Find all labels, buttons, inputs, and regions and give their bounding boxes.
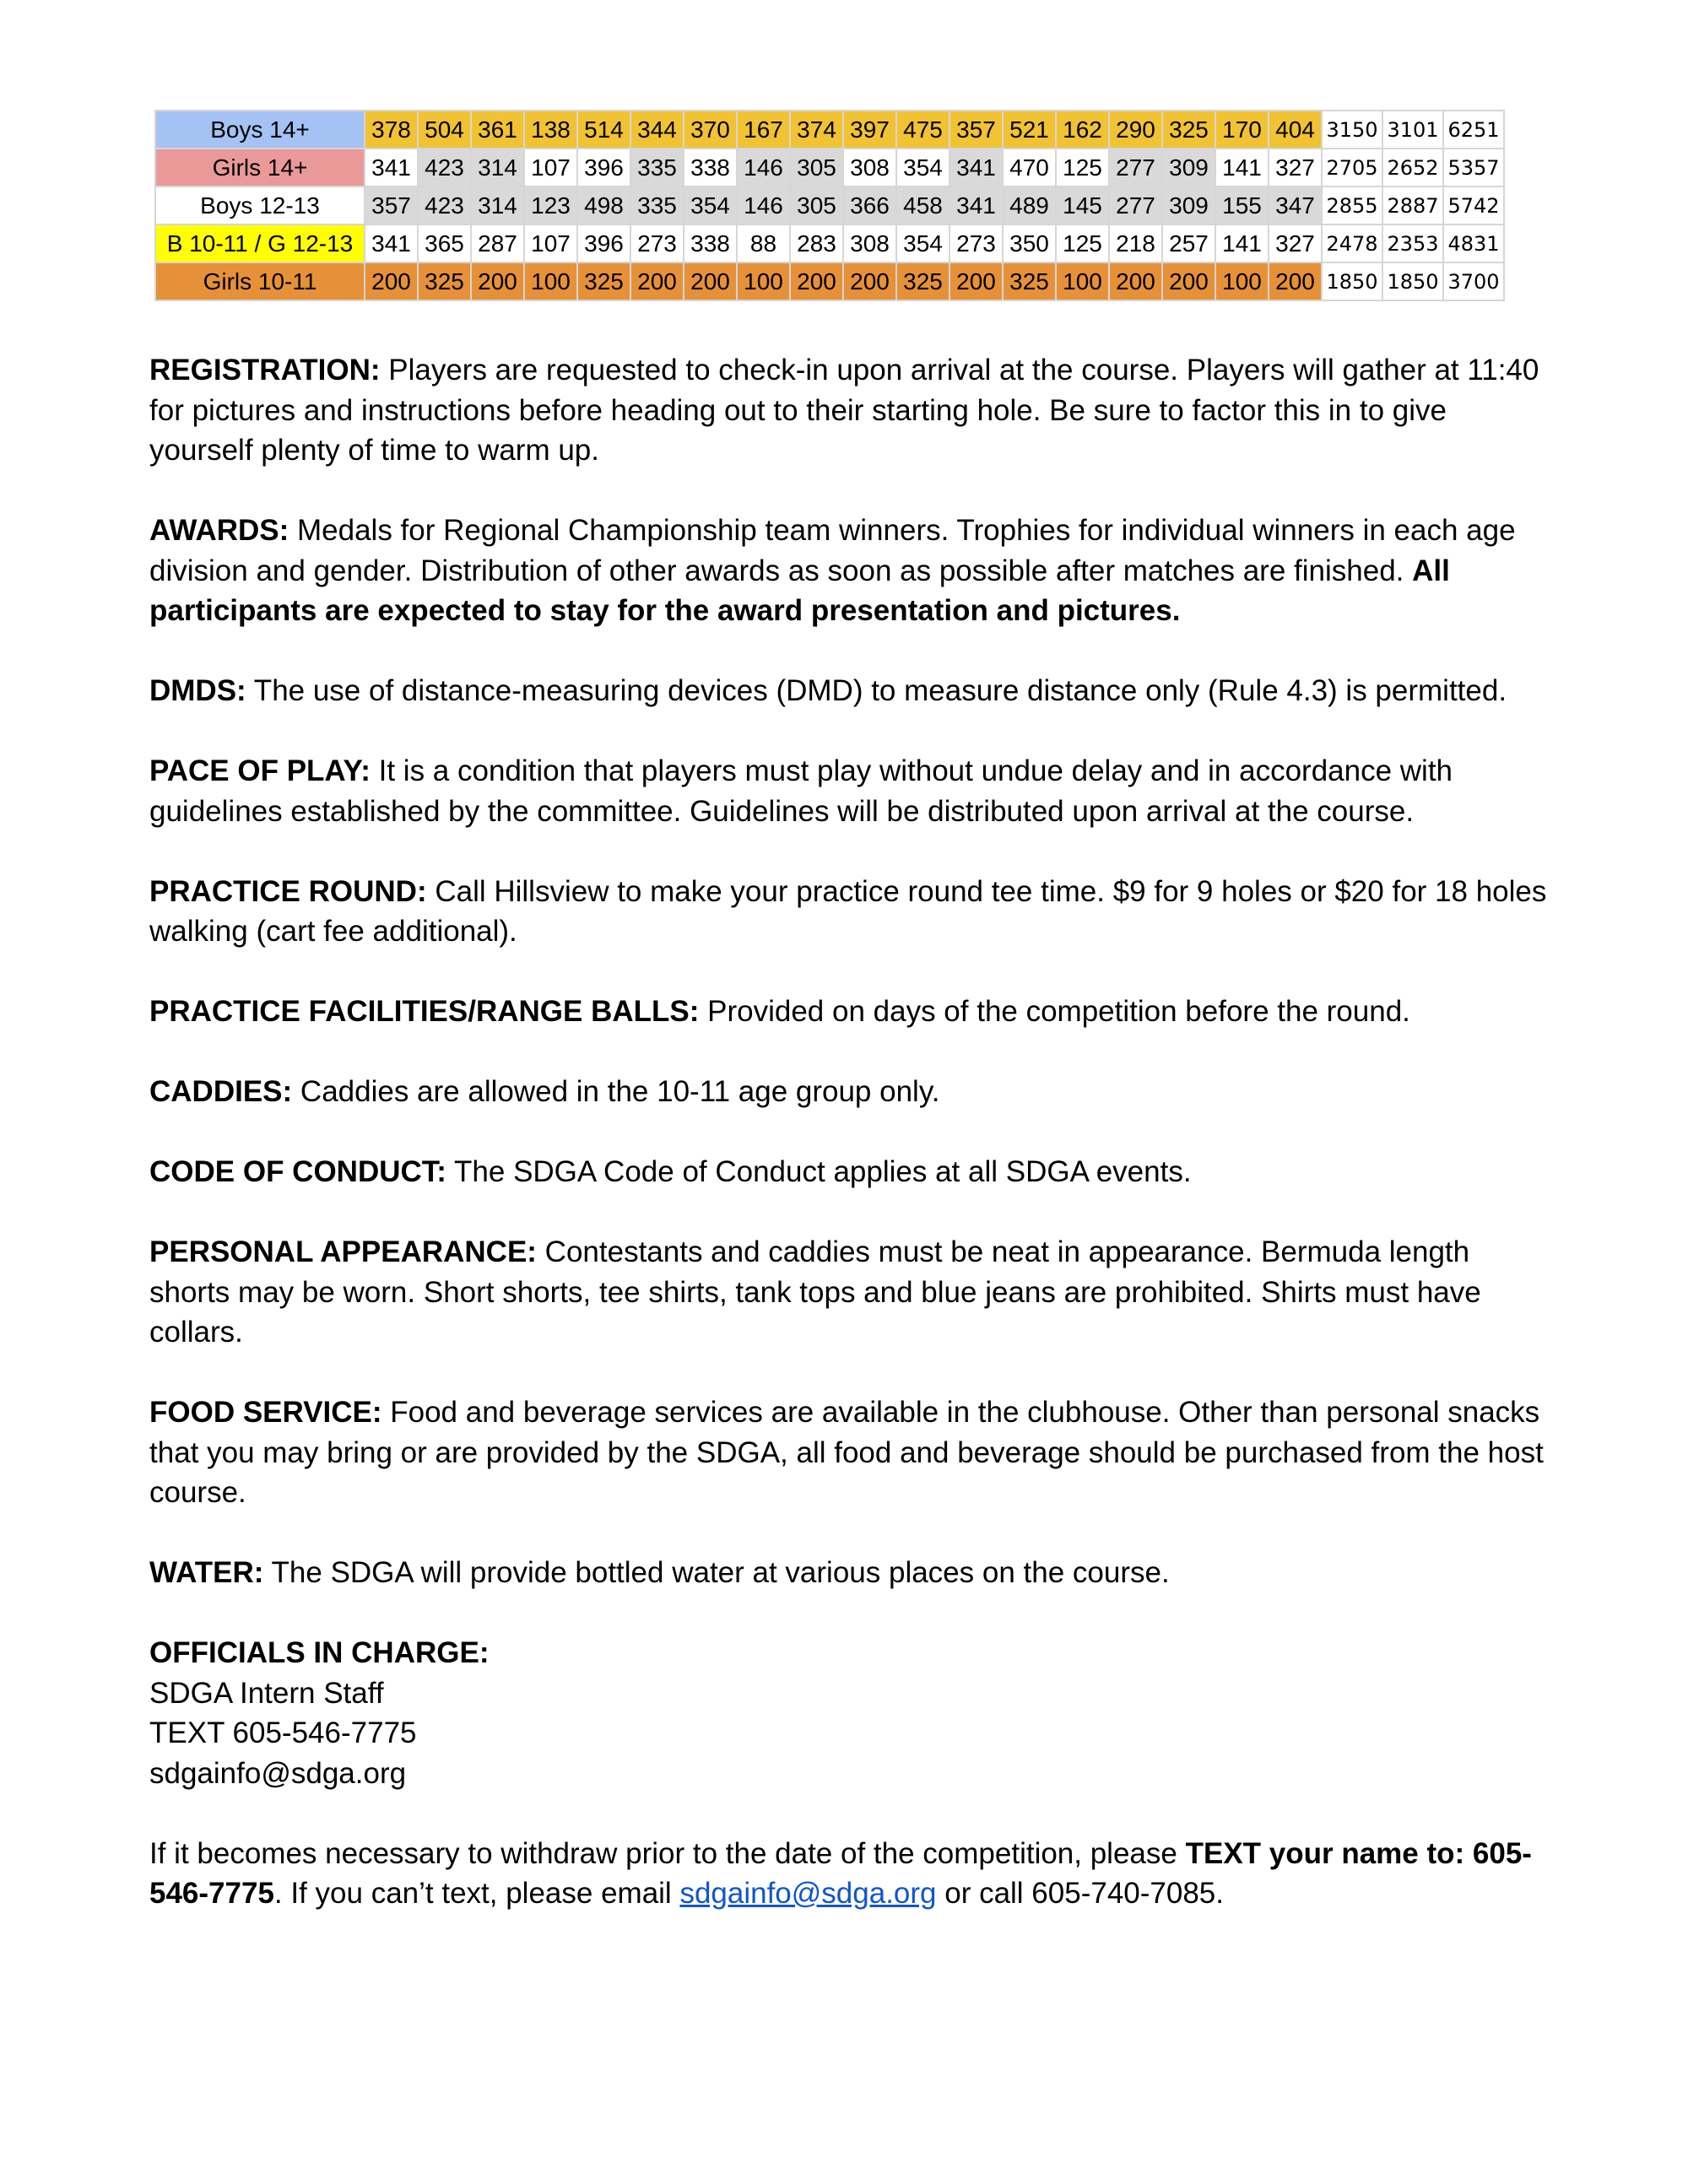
total-yardage: 3700 — [1443, 262, 1504, 300]
table-row — [155, 111, 1504, 149]
hole-yardage: 341 — [950, 149, 1003, 187]
water-text: The SDGA will provide bottled water at various places on the course. — [263, 1556, 1170, 1589]
division-label: Boys 14+ — [155, 111, 365, 149]
hole-yardage: 396 — [577, 224, 630, 262]
registration-section — [149, 350, 1550, 471]
hole-yardage: 325 — [1003, 262, 1056, 300]
hole-yardage: 305 — [790, 187, 843, 224]
hole-yardage: 423 — [418, 149, 471, 187]
hole-yardage: 338 — [684, 149, 737, 187]
water-heading: WATER: — [149, 1556, 264, 1589]
hole-yardage: 350 — [1003, 224, 1056, 262]
practice-round-section — [149, 872, 1550, 952]
officials-line-2: TEXT 605-546-7775 — [149, 1716, 417, 1749]
total-yardage: 3101 — [1382, 111, 1443, 149]
pace-of-play-section — [149, 751, 1550, 831]
hole-yardage: 357 — [365, 187, 418, 224]
hole-yardage: 200 — [684, 262, 737, 300]
practice-facilities-text: Provided on days of the competition before the round. — [699, 995, 1410, 1028]
hole-yardage: 200 — [950, 262, 1003, 300]
hole-yardage: 314 — [471, 187, 524, 224]
hole-yardage: 396 — [577, 149, 630, 187]
hole-yardage: 314 — [471, 149, 524, 187]
withdraw-section — [149, 1834, 1550, 1914]
hole-yardage: 125 — [1056, 149, 1109, 187]
personal-appearance-section — [149, 1232, 1550, 1353]
officials-heading: OFFICIALS IN CHARGE: — [149, 1636, 490, 1669]
hole-yardage: 107 — [524, 224, 577, 262]
hole-yardage: 370 — [684, 111, 737, 149]
hole-yardage: 521 — [1003, 111, 1056, 149]
awards-bold-note: All participants are expected to stay for the award presentation and pictures. — [149, 554, 1450, 627]
hole-yardage: 305 — [790, 149, 843, 187]
hole-yardage: 327 — [1269, 224, 1322, 262]
table-row — [155, 149, 1504, 187]
hole-yardage: 273 — [950, 224, 1003, 262]
hole-yardage: 273 — [630, 224, 684, 262]
table-row — [155, 262, 1504, 300]
hole-yardage: 325 — [418, 262, 471, 300]
hole-yardage: 354 — [896, 224, 950, 262]
hole-yardage: 361 — [471, 111, 524, 149]
hole-yardage: 146 — [737, 187, 790, 224]
hole-yardage: 514 — [577, 111, 630, 149]
withdraw-bold: TEXT your name to: 605-546-7775 — [149, 1836, 1532, 1910]
email-link[interactable]: sdgainfo@sdga.org — [679, 1877, 937, 1910]
hole-yardage: 218 — [1109, 224, 1162, 262]
hole-yardage: 155 — [1215, 187, 1269, 224]
hole-yardage: 88 — [737, 224, 790, 262]
awards-section — [149, 511, 1550, 631]
hole-yardage: 200 — [1109, 262, 1162, 300]
water-section — [149, 1553, 1550, 1593]
food-service-section — [149, 1392, 1550, 1513]
total-yardage: 2855 — [1322, 187, 1382, 224]
hole-yardage: 357 — [950, 111, 1003, 149]
dmds-section — [149, 671, 1550, 711]
practice-round-heading: PRACTICE ROUND: — [149, 874, 427, 908]
hole-yardage: 277 — [1109, 149, 1162, 187]
registration-heading: REGISTRATION: — [149, 354, 381, 387]
dmds-heading: DMDS: — [149, 674, 246, 707]
hole-yardage: 100 — [524, 262, 577, 300]
hole-yardage: 325 — [577, 262, 630, 300]
food-service-heading: FOOD SERVICE: — [149, 1396, 382, 1429]
hole-yardage: 170 — [1215, 111, 1269, 149]
caddies-text: Caddies are allowed in the 10-11 age group only. — [292, 1075, 940, 1108]
hole-yardage: 325 — [1162, 111, 1215, 149]
caddies-heading: CADDIES: — [149, 1075, 293, 1108]
caddies-section — [149, 1072, 1550, 1112]
awards-heading: AWARDS: — [149, 514, 289, 547]
hole-yardage: 287 — [471, 224, 524, 262]
hole-yardage: 475 — [896, 111, 950, 149]
hole-yardage: 489 — [1003, 187, 1056, 224]
hole-yardage: 335 — [630, 149, 684, 187]
withdraw-text-2: . If you can’t text, please email — [273, 1877, 680, 1910]
hole-yardage: 125 — [1056, 224, 1109, 262]
pace-of-play-text: It is a condition that players must play without undue delay and in accordance with guidelines established by the committee. Guidelines will be distributed upon arrival at the course. — [149, 754, 1453, 828]
hole-yardage: 146 — [737, 149, 790, 187]
hole-yardage: 162 — [1056, 111, 1109, 149]
hole-yardage: 504 — [418, 111, 471, 149]
hole-yardage: 341 — [365, 224, 418, 262]
food-service-text: Food and beverage services are available in the clubhouse. Other than personal snacks that you may bring or are provided by the SDGA, all food and beverage should be purchased from the host course. — [149, 1396, 1544, 1509]
yardage-table — [154, 110, 1505, 301]
hole-yardage: 404 — [1269, 111, 1322, 149]
total-yardage: 6251 — [1443, 111, 1504, 149]
hole-yardage: 354 — [684, 187, 737, 224]
hole-yardage: 366 — [843, 187, 896, 224]
pace-of-play-heading: PACE OF PLAY: — [149, 754, 371, 787]
practice-facilities-section — [149, 992, 1550, 1032]
total-yardage: 2705 — [1322, 149, 1382, 187]
withdraw-text-3: or call 605-740-7085. — [936, 1877, 1224, 1910]
division-label: Girls 10-11 — [155, 262, 365, 300]
hole-yardage: 100 — [1215, 262, 1269, 300]
hole-yardage: 107 — [524, 149, 577, 187]
hole-yardage: 335 — [630, 187, 684, 224]
officials-section — [149, 1633, 1550, 1793]
personal-appearance-text: Contestants and caddies must be neat in appearance. Bermuda length shorts may be worn. Short shorts, tee shirts, tank tops and blue jeans are prohibited. Shirts must have collars. — [149, 1235, 1481, 1349]
awards-text: Medals for Regional Championship team winners. Trophies for individual winners in each age division and gender. Distribution of other awards as soon as possible after matches are finished. — [149, 514, 1516, 587]
hole-yardage: 341 — [950, 187, 1003, 224]
total-yardage: 4831 — [1443, 224, 1504, 262]
total-yardage: 2353 — [1382, 224, 1443, 262]
total-yardage: 1850 — [1322, 262, 1382, 300]
practice-facilities-heading: PRACTICE FACILITIES/RANGE BALLS: — [149, 995, 700, 1028]
table-row — [155, 224, 1504, 262]
hole-yardage: 200 — [630, 262, 684, 300]
total-yardage: 2478 — [1322, 224, 1382, 262]
hole-yardage: 200 — [843, 262, 896, 300]
hole-yardage: 341 — [365, 149, 418, 187]
hole-yardage: 365 — [418, 224, 471, 262]
hole-yardage: 200 — [790, 262, 843, 300]
hole-yardage: 138 — [524, 111, 577, 149]
hole-yardage: 123 — [524, 187, 577, 224]
officials-line-1: SDGA Intern Staff — [149, 1676, 384, 1710]
hole-yardage: 309 — [1162, 149, 1215, 187]
total-yardage: 1850 — [1382, 262, 1443, 300]
code-of-conduct-text: The SDGA Code of Conduct applies at all SDGA events. — [446, 1155, 1192, 1188]
hole-yardage: 100 — [737, 262, 790, 300]
dmds-text: The use of distance-measuring devices (DMD) to measure distance only (Rule 4.3) is permitted. — [246, 674, 1507, 707]
table-row — [155, 187, 1504, 224]
total-yardage: 5357 — [1443, 149, 1504, 187]
hole-yardage: 378 — [365, 111, 418, 149]
hole-yardage: 200 — [1269, 262, 1322, 300]
total-yardage: 2652 — [1382, 149, 1443, 187]
practice-round-text: Call Hillsview to make your practice round tee time. $9 for 9 holes or $20 for 18 holes walking (cart fee additional). — [149, 874, 1547, 948]
personal-appearance-heading: PERSONAL APPEARANCE: — [149, 1235, 537, 1268]
hole-yardage: 470 — [1003, 149, 1056, 187]
hole-yardage: 200 — [1162, 262, 1215, 300]
hole-yardage: 309 — [1162, 187, 1215, 224]
hole-yardage: 308 — [843, 224, 896, 262]
hole-yardage: 354 — [896, 149, 950, 187]
hole-yardage: 257 — [1162, 224, 1215, 262]
hole-yardage: 325 — [896, 262, 950, 300]
hole-yardage: 141 — [1215, 224, 1269, 262]
hole-yardage: 423 — [418, 187, 471, 224]
hole-yardage: 100 — [1056, 262, 1109, 300]
hole-yardage: 308 — [843, 149, 896, 187]
hole-yardage: 327 — [1269, 149, 1322, 187]
hole-yardage: 498 — [577, 187, 630, 224]
hole-yardage: 145 — [1056, 187, 1109, 224]
hole-yardage: 397 — [843, 111, 896, 149]
hole-yardage: 277 — [1109, 187, 1162, 224]
registration-text: Players are requested to check-in upon arrival at the course. Players will gather at 11:40 for pictures and instructions before heading out to their starting hole. Be sure to factor this in to give yourself plenty of time to warm up. — [149, 354, 1539, 467]
total-yardage: 5742 — [1443, 187, 1504, 224]
hole-yardage: 458 — [896, 187, 950, 224]
total-yardage: 3150 — [1322, 111, 1382, 149]
hole-yardage: 200 — [471, 262, 524, 300]
hole-yardage: 283 — [790, 224, 843, 262]
hole-yardage: 344 — [630, 111, 684, 149]
division-label: B 10-11 / G 12-13 — [155, 224, 365, 262]
hole-yardage: 290 — [1109, 111, 1162, 149]
hole-yardage: 200 — [365, 262, 418, 300]
division-label: Girls 14+ — [155, 149, 365, 187]
withdraw-text-1: If it becomes necessary to withdraw prior to the date of the competition, please — [149, 1836, 1186, 1870]
hole-yardage: 338 — [684, 224, 737, 262]
hole-yardage: 141 — [1215, 149, 1269, 187]
code-of-conduct-section — [149, 1152, 1550, 1192]
document-body — [149, 350, 1550, 1954]
hole-yardage: 347 — [1269, 187, 1322, 224]
total-yardage: 2887 — [1382, 187, 1443, 224]
code-of-conduct-heading: CODE OF CONDUCT: — [149, 1155, 446, 1188]
hole-yardage: 374 — [790, 111, 843, 149]
division-label: Boys 12-13 — [155, 187, 365, 224]
hole-yardage: 167 — [737, 111, 790, 149]
officials-line-3: sdgainfo@sdga.org — [149, 1756, 407, 1790]
